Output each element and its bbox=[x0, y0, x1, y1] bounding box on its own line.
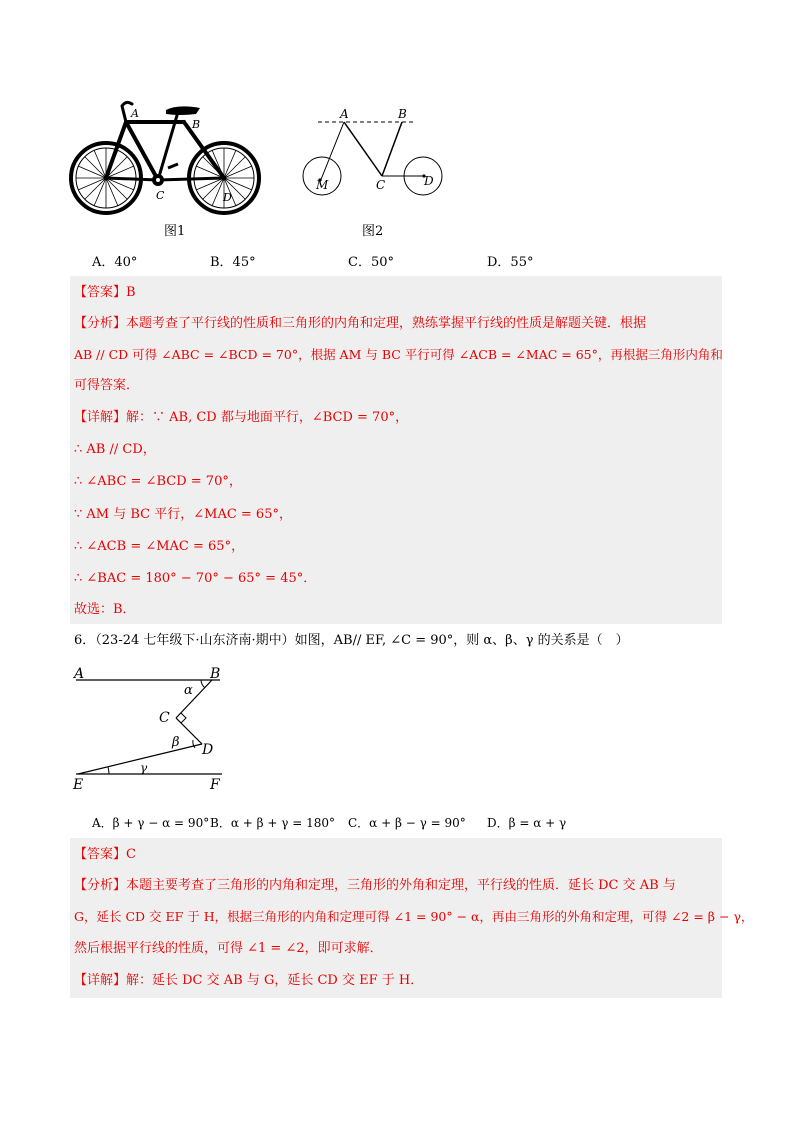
q6-label-d: D bbox=[202, 742, 214, 758]
q5-option-a: A．40° bbox=[92, 255, 138, 270]
q6-label-a: A bbox=[74, 666, 85, 682]
q5-option-c: C．50° bbox=[348, 255, 394, 270]
q5-detail-line2: ∴ AB // CD， bbox=[74, 442, 156, 457]
q6-option-a: A．β + γ − α = 90° bbox=[92, 816, 210, 830]
fig2-label-c: C bbox=[376, 178, 386, 192]
fig1-label-d: D bbox=[223, 191, 232, 204]
q5-detail-line6: ∴ ∠BAC = 180° − 70° − 65° = 45°． bbox=[74, 571, 317, 586]
q6-figure bbox=[72, 668, 252, 793]
q6-label-beta: β bbox=[172, 735, 180, 750]
fig1-label-b: B bbox=[192, 118, 201, 131]
fig1-label-c: C bbox=[156, 189, 165, 202]
q6-label-c: C bbox=[159, 710, 170, 726]
q6-label-gamma: γ bbox=[140, 761, 148, 775]
fig2-label-b: B bbox=[398, 107, 407, 121]
q6-analysis-line2: G，延长 CD 交 EF 于 H，根据三角形的内角和定理可得 ∠1 = 90° − α，再由三角形的外角和定理，可得 ∠2 = β − γ， bbox=[74, 909, 754, 924]
q5-detail-line3: ∴ ∠ABC = ∠BCD = 70°， bbox=[74, 474, 242, 489]
q6-answer: 【答案】C bbox=[74, 847, 136, 862]
q5-option-d: D．55° bbox=[487, 255, 534, 270]
q5-option-b: B．45° bbox=[210, 255, 256, 270]
q6-analysis-line1: 【分析】本题主要考查了三角形的内角和定理，三角形的外角和定理，平行线的性质．延长 DC 交 AB 与 bbox=[74, 878, 676, 893]
q5-analysis-line3: 可得答案． bbox=[74, 378, 140, 393]
q6-label-alpha: α bbox=[184, 683, 193, 698]
fig2-label-a: A bbox=[340, 107, 349, 121]
bicycle-seat bbox=[166, 106, 200, 115]
q5-answer: 【答案】B bbox=[74, 285, 136, 300]
q6-stem: 6．（23-24 七年级下·山东济南·期中）如图，AB// EF, ∠C = 90°，则 α、β、γ 的关系是（ ） bbox=[74, 633, 629, 648]
q6-detail-line1: 【详解】解：延长 DC 交 AB 与 G，延长 CD 交 EF 于 H． bbox=[74, 973, 424, 988]
q6-label-b: B bbox=[210, 666, 221, 682]
fig1-label-a: A bbox=[131, 107, 139, 120]
q5-detail-line4: ∵ AM 与 BC 平行，∠MAC = 65°， bbox=[74, 507, 292, 522]
q6-option-c: C．α + β − γ = 90° bbox=[348, 816, 466, 830]
q6-label-f: F bbox=[210, 777, 220, 793]
bicycle-frame bbox=[106, 102, 224, 180]
q6-option-b: B．α + β + γ = 180° bbox=[210, 816, 335, 830]
q6-analysis-line3: 然后根据平行线的性质，可得 ∠1 = ∠2，即可求解． bbox=[74, 941, 383, 956]
bicycle-figure bbox=[66, 98, 266, 216]
q5-analysis-line2: AB // CD 可得 ∠ABC = ∠BCD = 70°，根据 AM 与 BC 平行可得 ∠ACB = ∠MAC = 65°，再根据三角形内角和 bbox=[74, 347, 723, 362]
q5-detail-line1: 【详解】解：∵ AB, CD 都与地面平行，∠BCD = 70°， bbox=[74, 410, 409, 425]
figure2-caption: 图2 bbox=[362, 224, 384, 239]
fig2-label-d: D bbox=[424, 174, 434, 188]
q5-analysis-line1: 【分析】本题考查了平行线的性质和三角形的内角和定理，熟练掌握平行线的性质是解题关键．根据 bbox=[74, 316, 647, 331]
q5-choice: 故选：B． bbox=[74, 602, 136, 617]
figure1-caption: 图1 bbox=[164, 224, 186, 239]
q6-label-e: E bbox=[73, 777, 84, 793]
fig2-label-m: M bbox=[316, 178, 329, 192]
q5-detail-line5: ∴ ∠ACB = ∠MAC = 65°， bbox=[74, 539, 245, 554]
q6-option-d: D．β = α + γ bbox=[487, 816, 567, 830]
